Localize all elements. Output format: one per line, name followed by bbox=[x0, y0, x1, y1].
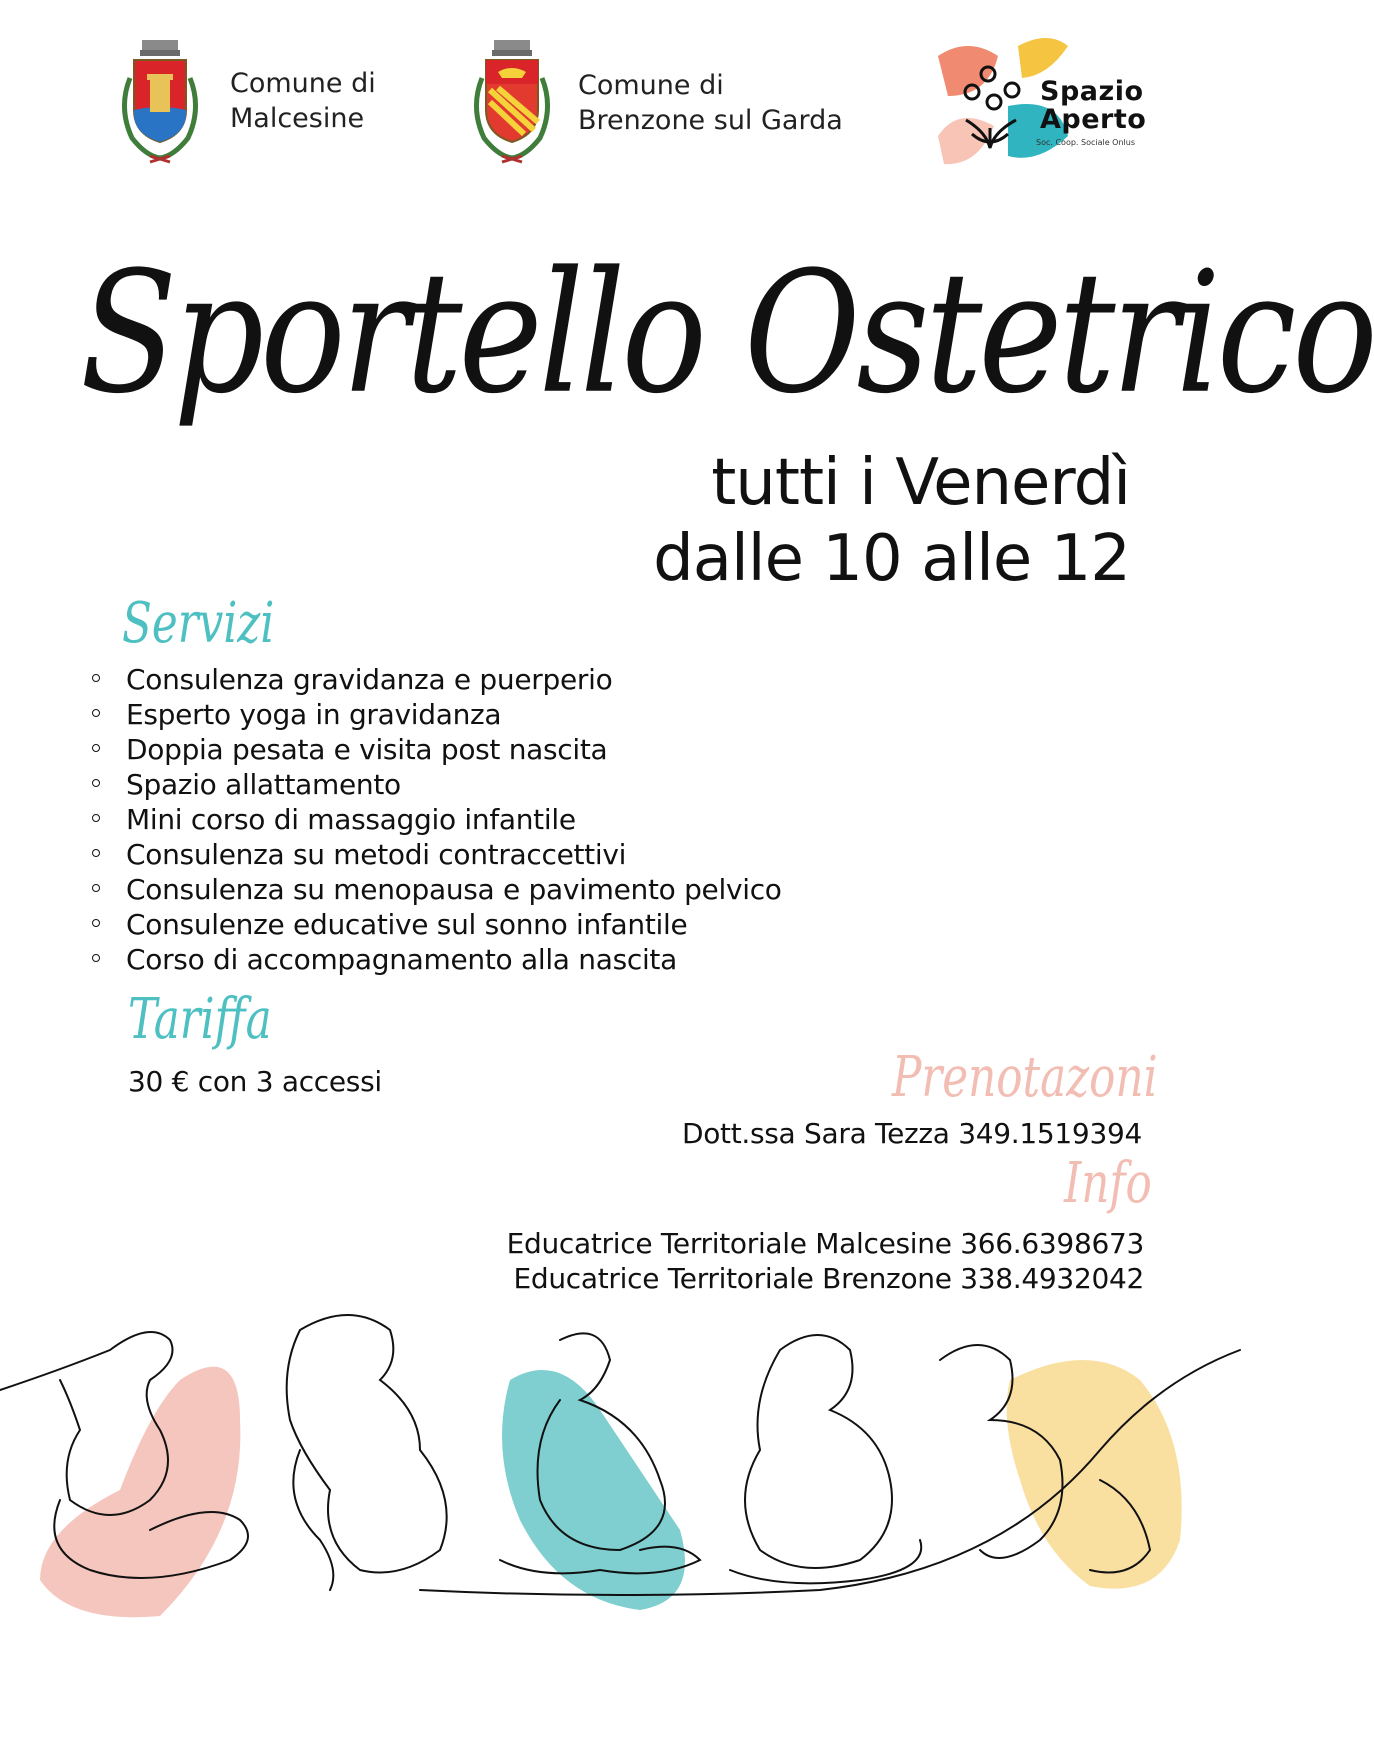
spazio-aperto-line2: Aperto bbox=[1040, 104, 1147, 135]
bookings-heading: Prenotazoni bbox=[892, 1045, 1158, 1110]
service-label: Consulenza gravidanza e puerperio bbox=[126, 663, 613, 696]
list-item bbox=[92, 837, 782, 872]
info-heading: Info bbox=[1064, 1151, 1152, 1216]
municipality-malcesine-line1: Comune di bbox=[230, 68, 376, 99]
malcesine-crest-logo bbox=[112, 38, 208, 168]
bullet-icon bbox=[92, 919, 100, 927]
info-contact-malcesine: Educatrice Territoriale Malcesine 366.6398673 bbox=[506, 1227, 1144, 1260]
list-item bbox=[92, 732, 782, 767]
fee-heading: Tariffa bbox=[128, 987, 272, 1052]
bullet-icon bbox=[92, 814, 100, 822]
services-list bbox=[92, 662, 782, 977]
service-label: Doppia pesata e visita post nascita bbox=[126, 733, 608, 766]
municipality-malcesine bbox=[230, 66, 376, 136]
bullet-icon bbox=[92, 884, 100, 892]
list-item bbox=[92, 942, 782, 977]
municipality-brenzone-line2: Brenzone sul Garda bbox=[578, 105, 843, 136]
bullet-icon bbox=[92, 744, 100, 752]
service-label: Spazio allattamento bbox=[126, 768, 401, 801]
brenzone-crest-logo bbox=[464, 38, 560, 168]
bullet-icon bbox=[92, 954, 100, 962]
service-label: Consulenza su menopausa e pavimento pelvico bbox=[126, 873, 782, 906]
schedule-hours: dalle 10 alle 12 bbox=[653, 522, 1130, 596]
maternity-line-art-illustration bbox=[0, 1300, 1240, 1620]
service-label: Consulenza su metodi contraccettivi bbox=[126, 838, 627, 871]
spazio-aperto-subtitle: Soc. Coop. Sociale Onlus bbox=[1036, 138, 1136, 147]
bullet-icon bbox=[92, 709, 100, 717]
list-item bbox=[92, 802, 782, 837]
list-item bbox=[92, 662, 782, 697]
yellow-blob-shape bbox=[1007, 1360, 1182, 1589]
municipality-brenzone bbox=[578, 68, 843, 138]
service-label: Mini corso di massaggio infantile bbox=[126, 803, 576, 836]
spazio-aperto-line1: Spazio bbox=[1040, 76, 1144, 107]
bullet-icon bbox=[92, 674, 100, 682]
list-item bbox=[92, 872, 782, 907]
service-label: Corso di accompagnamento alla nascita bbox=[126, 943, 677, 976]
page-title: Sportello Ostetrico bbox=[80, 236, 1374, 431]
list-item bbox=[92, 697, 782, 732]
municipality-brenzone-line1: Comune di bbox=[578, 70, 724, 101]
bookings-contact: Dott.ssa Sara Tezza 349.1519394 bbox=[681, 1117, 1142, 1150]
list-item bbox=[92, 907, 782, 942]
bullet-icon bbox=[92, 849, 100, 857]
list-item bbox=[92, 767, 782, 802]
spazio-aperto-name bbox=[1040, 78, 1146, 134]
services-heading: Servizi bbox=[122, 591, 275, 656]
service-label: Consulenze educative sul sonno infantile bbox=[126, 908, 688, 941]
municipality-malcesine-line2: Malcesine bbox=[230, 103, 365, 134]
service-label: Esperto yoga in gravidanza bbox=[126, 698, 502, 731]
info-contact-brenzone: Educatrice Territoriale Brenzone 338.4932042 bbox=[513, 1262, 1144, 1295]
fee-text: 30 € con 3 accessi bbox=[128, 1065, 382, 1098]
schedule-day: tutti i Venerdì bbox=[711, 446, 1130, 520]
bullet-icon bbox=[92, 779, 100, 787]
